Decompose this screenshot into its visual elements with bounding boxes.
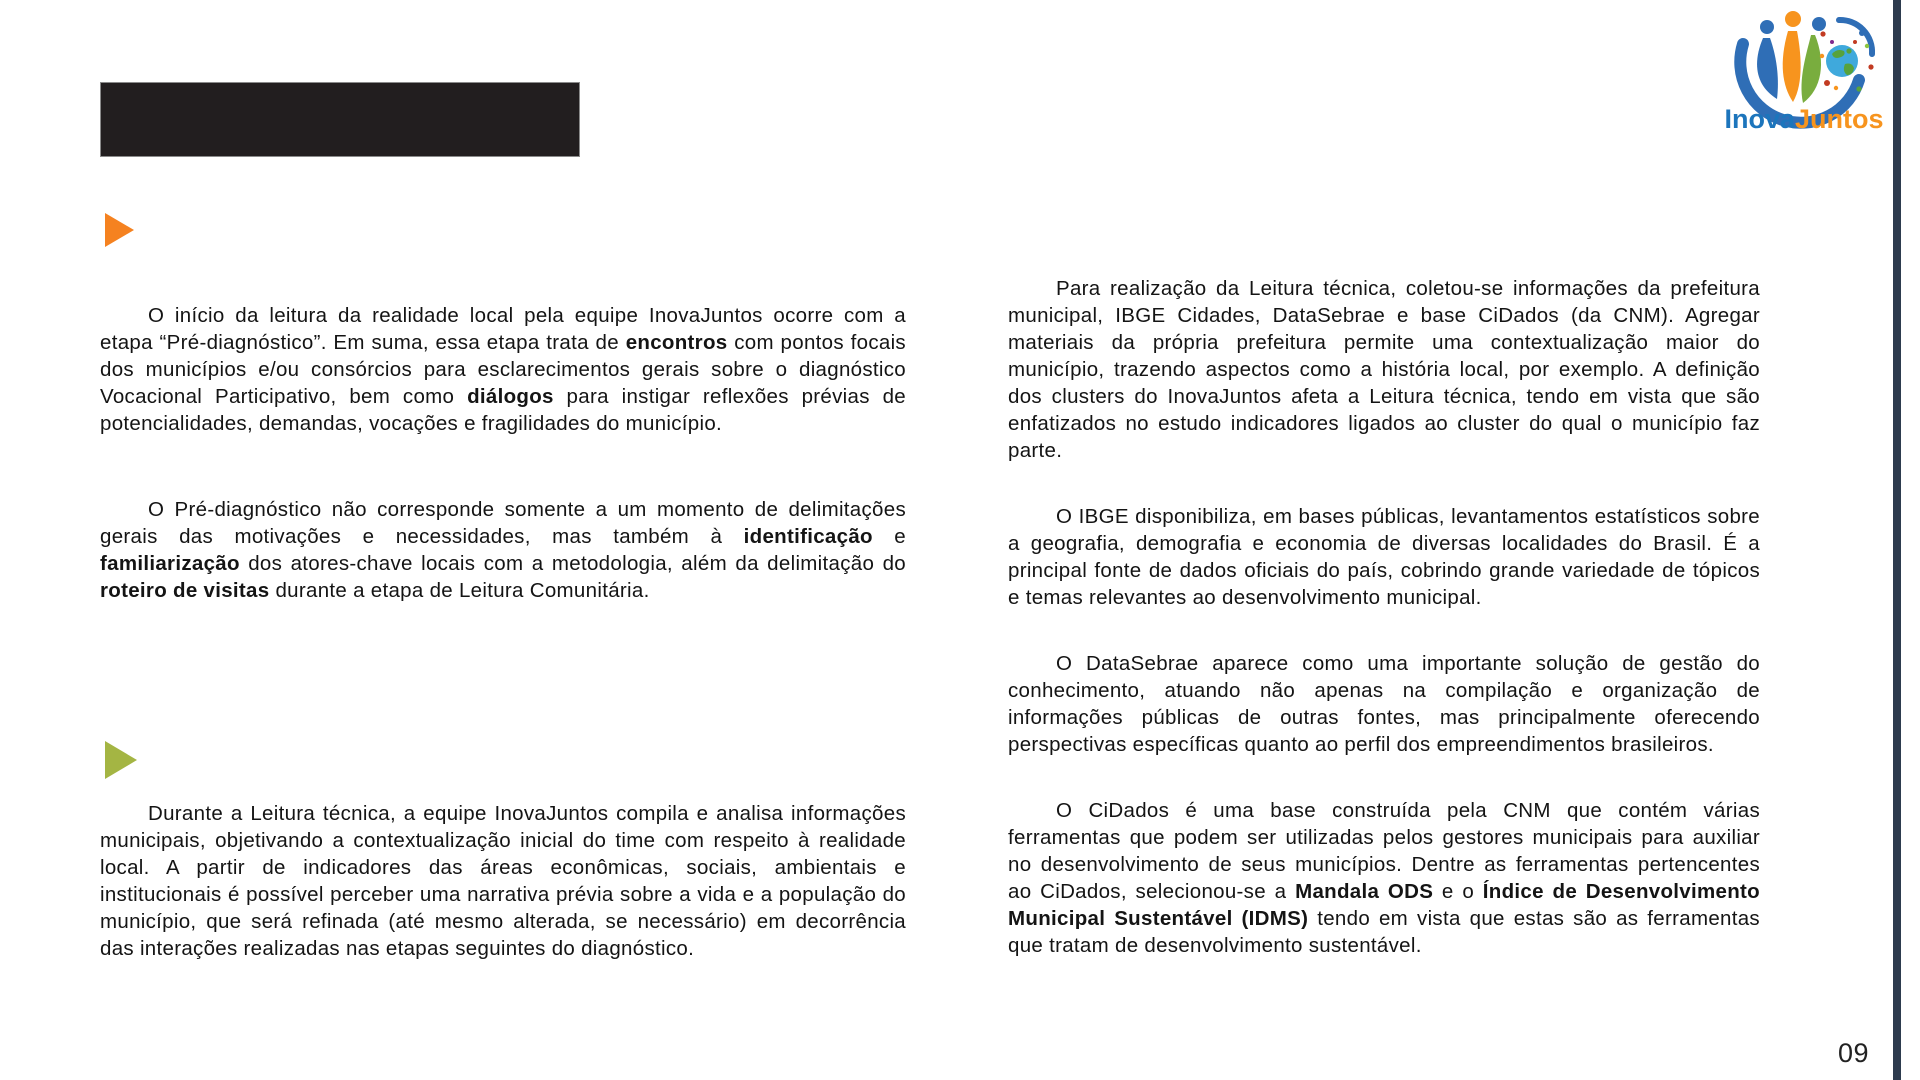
page-number: 09	[1838, 1038, 1870, 1068]
paragraph-datasebrae: O DataSebrae aparece como uma importante solução de gestão do conhecimento, atuando não apenas na compilação e organização de informações públicas de outras fontes, mas principalmente oferecendo perspectivas específicas quanto ao perfil dos empreendimentos brasileiros.	[1008, 652, 1760, 756]
right-column	[1008, 275, 1760, 959]
person-figures-icon	[1757, 11, 1826, 103]
logo-text: InovaJuntos	[1724, 104, 1884, 134]
left-column-block-1	[100, 302, 906, 604]
inovajuntos-logo	[1723, 4, 1885, 136]
paragraph-ibge: O IBGE disponibiliza, em bases públicas, levantamentos estatísticos sobre a geografia, demografia e economia de diversas localidades do Brasil. É a principal fonte de dados oficiais do país, cobrindo grande variedade de tópicos e temas relevantes ao desenvolvimento municipal.	[1008, 505, 1760, 609]
paragraph-pre-diagnostico-1: O início da leitura da realidade local pela equipe InovaJuntos ocorre com a etapa “Pré-diagnóstico”. Em suma, essa etapa trata de encontros com pontos focais dos municípios e/ou consórcios para esclarecimentos gerais sobre o diagnóstico Vocacional Participativo, bem como diálogos para instigar reflexões prévias de potencialidades, demandas, vocações e fragilidades do município.	[100, 304, 906, 435]
orange-triangle-icon	[105, 213, 134, 247]
paragraph-pre-diagnostico-2: O Pré-diagnóstico não corresponde somente a um momento de delimitações gerais das motivações e necessidades, mas também à identificação e familiarização dos atores-chave locais com a metodologia, além da delimitação do roteiro de visitas durante a etapa de Leitura Comunitária.	[100, 498, 907, 602]
page-edge-accent-bar	[1893, 0, 1901, 1080]
globe-icon	[1826, 45, 1858, 77]
green-triangle-icon	[105, 741, 137, 779]
paragraph-fontes-dados: Para realização da Leitura técnica, coletou-se informações da prefeitura municipal, IBGE Cidades, DataSebrae e base CiDados (da CNM). Agregar materiais da própria prefeitura permite uma contextualização maior do município, trazendo aspectos como a história local, por exemplo. A definição dos clusters do InovaJuntos afeta a Leitura técnica, tendo em vista que são enfatizados no estudo indicadores ligados ao cluster do qual o município faz parte.	[1008, 277, 1760, 462]
left-column-block-2	[100, 800, 906, 962]
paragraph-cidados: O CiDados é uma base construída pela CNM que contém várias ferramentas que podem ser utilizadas pelos gestores municipais para auxiliar no desenvolvimento de seus municípios. Dentre as ferramentas pertencentes ao CiDados, selecionou-se a Mandala ODS e o Índice de Desenvolvimento Municipal Sustentável (IDMS) tendo em vista que estas são as ferramentas que tratam de desenvolvimento sustentável.	[1008, 799, 1760, 957]
paragraph-leitura-tecnica: Durante a Leitura técnica, a equipe InovaJuntos compila e analisa informações municipais, objetivando a contextualização inicial do time com respeito à realidade local. A partir de indicadores das áreas econômicas, sociais, ambientais e institucionais é possível perceber uma narrativa prévia sobre a vida e a população do município, que será refinada (até mesmo alterada, se necessário) em decorrência das interações realizadas nas etapas seguintes do diagnóstico.	[100, 802, 906, 960]
title-redacted-block	[100, 82, 580, 157]
